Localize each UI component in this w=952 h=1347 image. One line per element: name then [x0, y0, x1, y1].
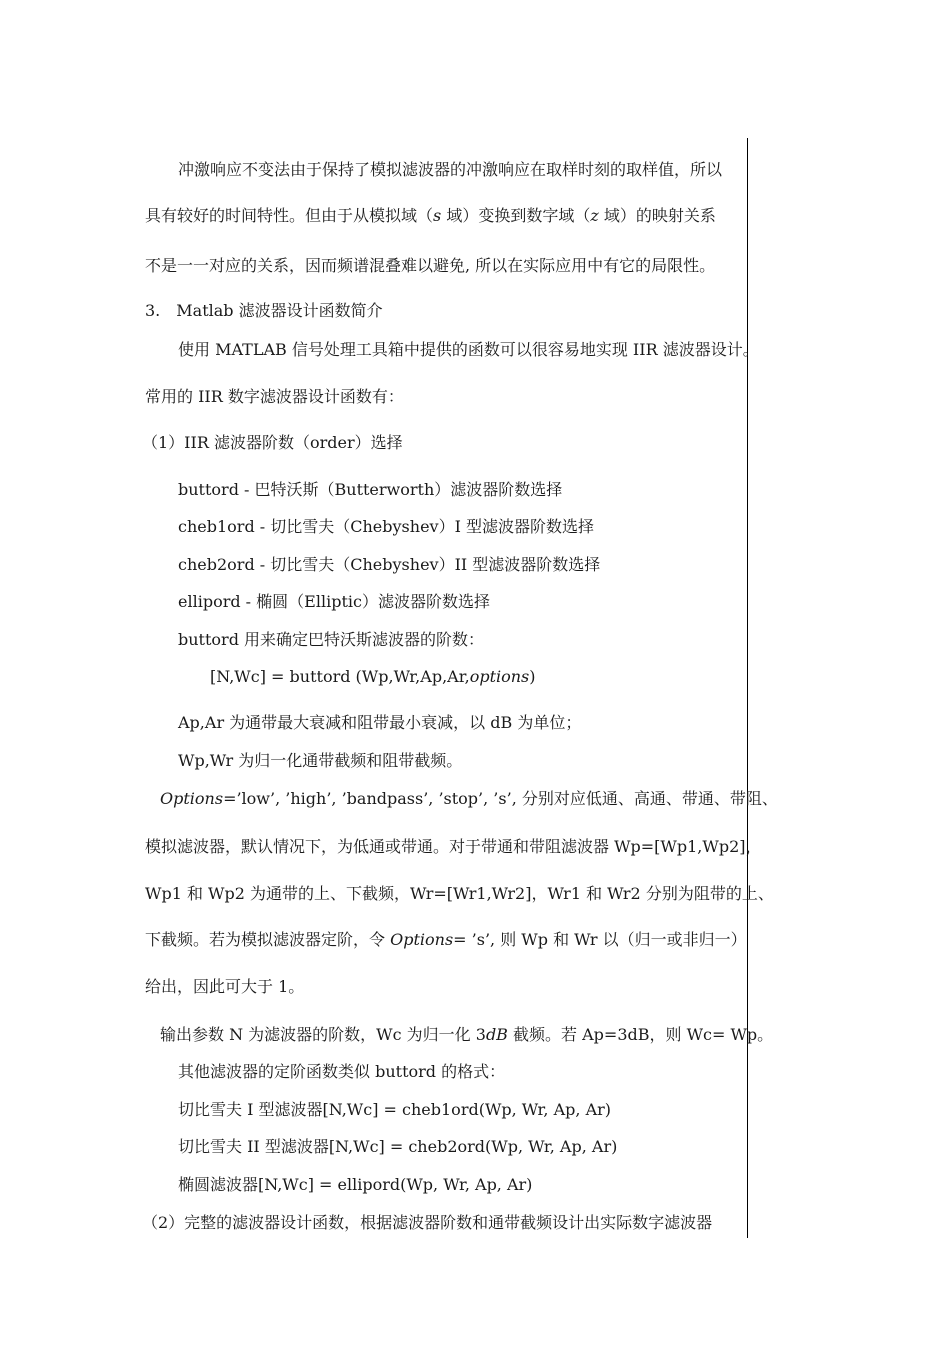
paragraph-line: 其他滤波器的定阶函数类似 buttord 的格式： — [178, 1062, 506, 1081]
paragraph-line: 给出，因此可大于 1。 — [145, 977, 305, 996]
list-item: 切比雪夫 II 型滤波器[N,Wc] = cheb2ord(Wp, Wr, Ap, Ar) — [178, 1137, 618, 1156]
paragraph-line: 输出参数 N 为滤波器的阶数，Wc 为归一化 3dB 截频。若 Ap=3dB，则 Wc= Wp。 — [160, 1025, 774, 1044]
list-item: cheb1ord - 切比雪夫（Chebyshev）I 型滤波器阶数选择 — [178, 517, 594, 536]
paragraph-line: 具有较好的时间特性。但由于从模拟域（s 域）变换到数字域（z 域）的映射关系 — [145, 206, 716, 225]
paragraph-line: 不是一一对应的关系，因而频谱混叠难以避免, 所以在实际应用中有它的局限性。 — [145, 256, 716, 275]
paragraph-line: 常用的 IIR 数字滤波器设计函数有： — [145, 387, 404, 406]
paragraph-line: 使用 MATLAB 信号处理工具箱中提供的函数可以很容易地实现 IIR 滤波器设计。 — [178, 340, 759, 359]
paragraph-line: Wp1 和 Wp2 为通带的上、下截频，Wr=[Wr1,Wr2]，Wr1 和 Wr2 分别为阻带的上、 — [145, 884, 774, 903]
subsection-heading: （1）IIR 滤波器阶数（order）选择 — [142, 433, 403, 452]
list-item: 椭圆滤波器[N,Wc] = ellipord(Wp, Wr, Ap, Ar) — [178, 1175, 533, 1194]
paragraph-line: Wp,Wr 为归一化通带截频和阻带截频。 — [178, 751, 463, 770]
formula: [N,Wc] = buttord (Wp,Wr,Ap,Ar,options) — [210, 667, 536, 686]
section-heading — [145, 301, 383, 321]
paragraph-line: Ap,Ar 为通带最大衰减和阻带最小衰减，以 dB 为单位； — [178, 713, 582, 732]
paragraph-line: 冲激响应不变法由于保持了模拟滤波器的冲激响应在取样时刻的取样值，所以 — [178, 160, 723, 179]
section-title: Matlab 滤波器设计函数简介 — [176, 301, 383, 320]
paragraph-line: 下截频。若为模拟滤波器定阶，令 Options= ’s’, 则 Wp 和 Wr 以（归一或非归一） — [145, 930, 747, 949]
list-item: ellipord - 椭圆（Elliptic）滤波器阶数选择 — [178, 592, 490, 611]
paragraph-line: 模拟滤波器，默认情况下，为低通或带通。对于带通和带阻滤波器 Wp=[Wp1,Wp2]， — [145, 837, 762, 856]
section-number: 3. — [145, 301, 161, 320]
margin-rule — [747, 138, 748, 1238]
list-item: 切比雪夫 I 型滤波器[N,Wc] = cheb1ord(Wp, Wr, Ap, Ar) — [178, 1100, 612, 1119]
paragraph-line: Options=’low’, ’high’, ’bandpass’, ’stop’, ’s’, 分别对应低通、高通、带通、带阻、 — [160, 789, 778, 808]
list-item: buttord - 巴特沃斯（Butterworth）滤波器阶数选择 — [178, 480, 563, 499]
list-item: cheb2ord - 切比雪夫（Chebyshev）II 型滤波器阶数选择 — [178, 555, 601, 574]
paragraph-line: buttord 用来确定巴特沃斯滤波器的阶数： — [178, 630, 485, 649]
subsection-heading: （2）完整的滤波器设计函数，根据滤波器阶数和通带截频设计出实际数字滤波器 — [142, 1213, 713, 1232]
